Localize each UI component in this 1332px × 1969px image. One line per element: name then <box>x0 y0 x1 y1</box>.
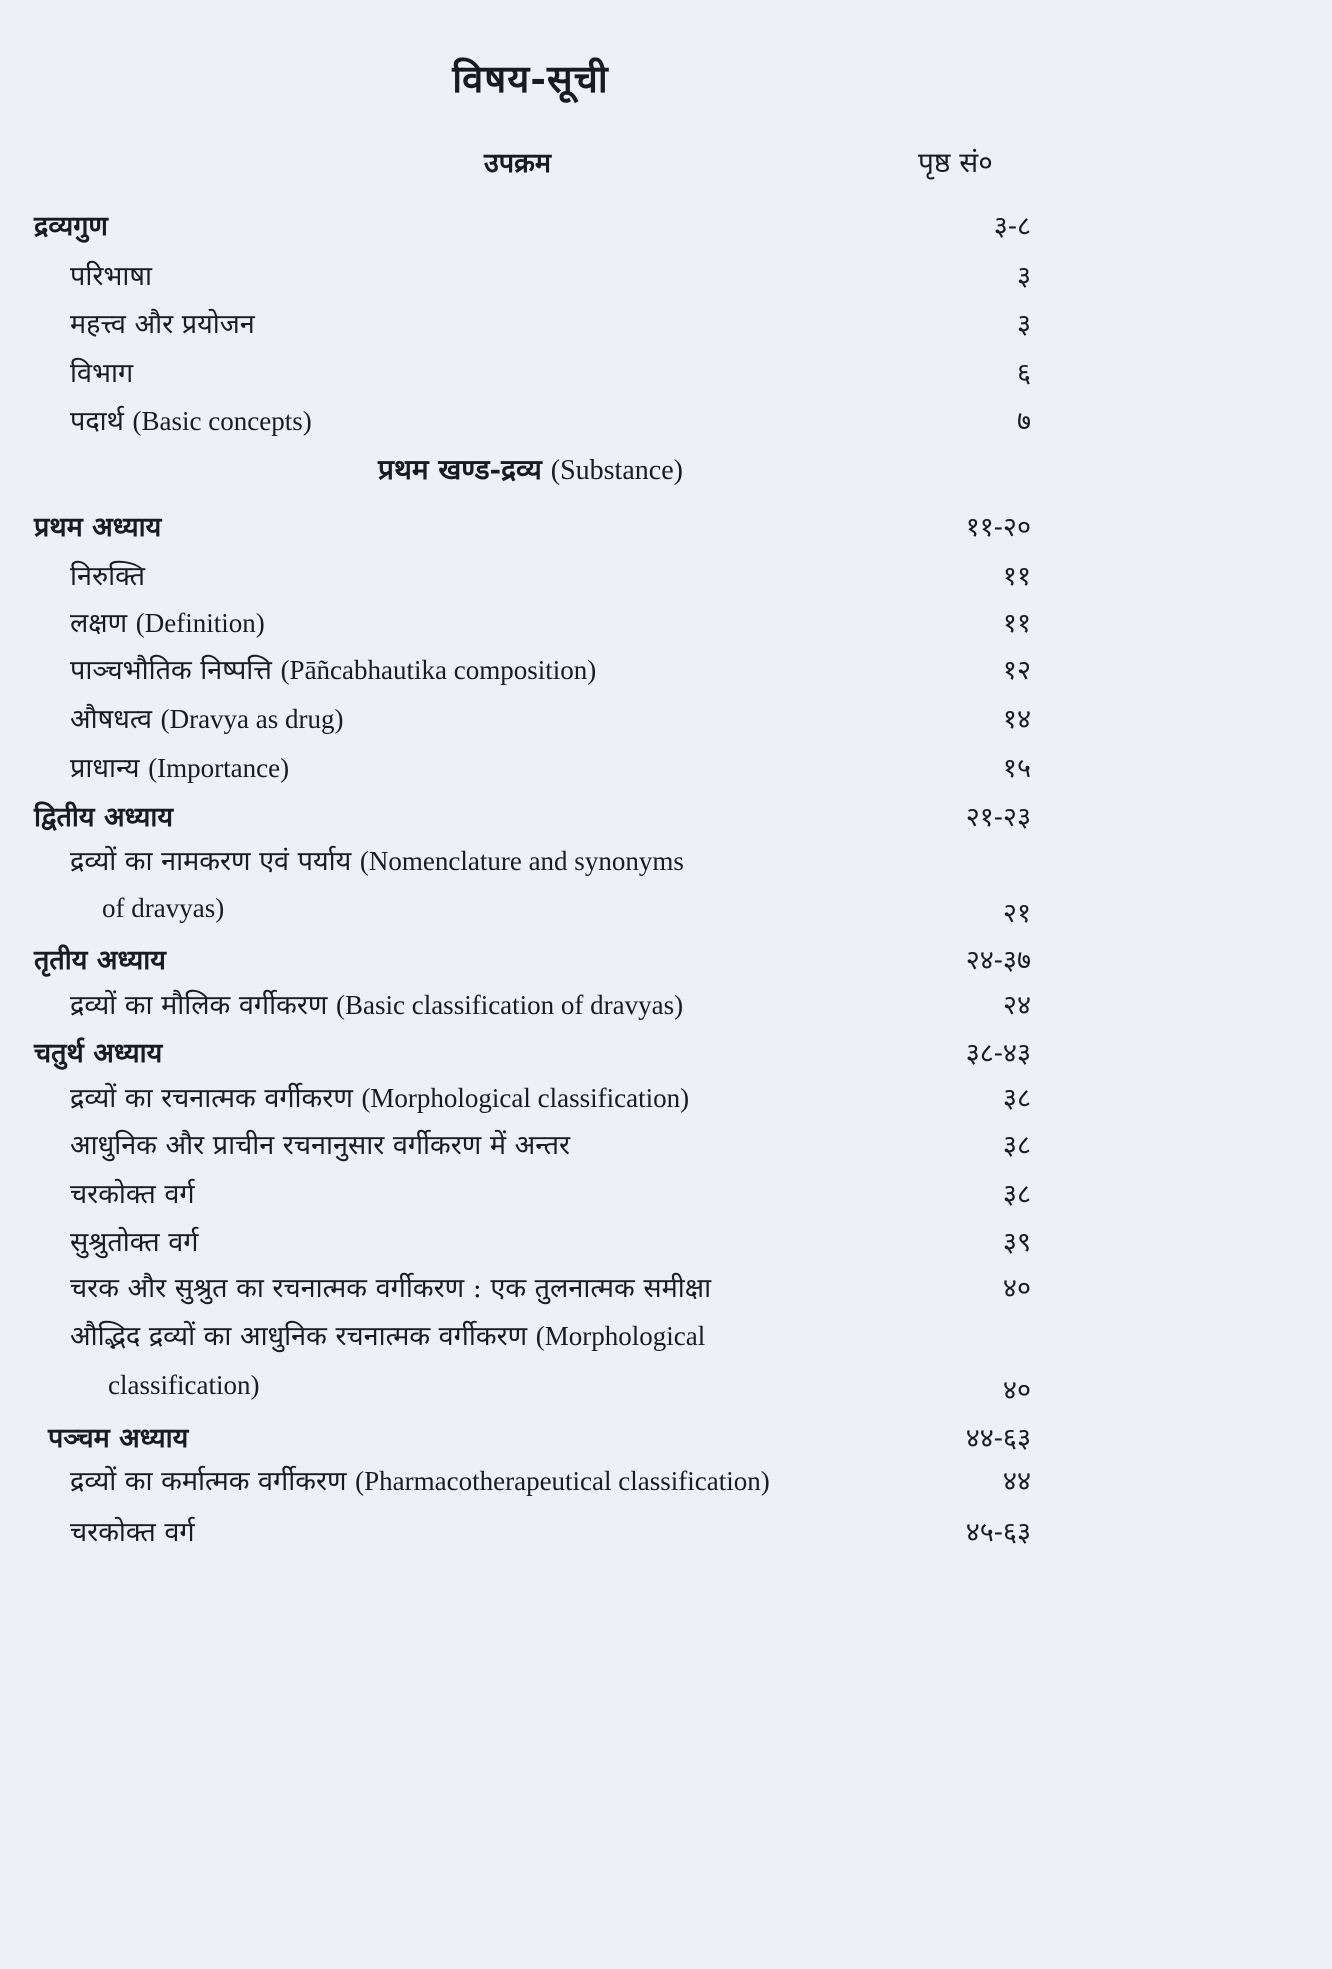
item-title-english: (Morphological <box>535 1321 706 1351</box>
toc-item-row <box>0 1222 1061 1262</box>
item-title-hindi: द्रव्यों का रचनात्मक वर्गीकरण <box>70 1083 353 1114</box>
page-title: विषय-सूची <box>452 56 609 101</box>
toc-item-continuation-row <box>0 1370 1061 1410</box>
page-number: ४४-६३ <box>965 1423 1031 1454</box>
page-number: २४-३७ <box>965 945 1031 976</box>
page-number: ३-८ <box>993 211 1031 242</box>
item-title-english: (Nomenclature and synonyms <box>359 846 684 876</box>
toc-item-row <box>0 699 1061 739</box>
item-title-hindi: द्रव्यों का कर्मात्मक वर्गीकरण <box>70 1466 347 1497</box>
toc-chapter-row <box>0 1418 1061 1458</box>
toc-item-row <box>0 401 1061 441</box>
item-title <box>70 1078 689 1115</box>
item-title: आधुनिक और प्राचीन रचनानुसार वर्गीकरण में अन्तर <box>70 1130 571 1161</box>
page-number: ४५-६३ <box>965 1517 1031 1548</box>
item-title-english: (Basic classification of dravyas) <box>335 990 684 1020</box>
page-number: ११ <box>1002 561 1031 592</box>
chapter-title: चतुर्थ अध्याय <box>34 1038 163 1069</box>
toc-item-row <box>0 1512 1061 1552</box>
toc-item-row <box>0 603 1061 643</box>
chapter-title: तृतीय अध्याय <box>34 945 166 976</box>
toc-chapter-row <box>0 507 1061 547</box>
item-title-hindi: लक्षण <box>70 608 128 639</box>
item-title-hindi: द्रव्यों का नामकरण एवं पर्याय <box>70 846 352 877</box>
item-title-hindi: औषधत्व <box>70 704 152 735</box>
chapter-title: द्रव्यगुण <box>34 211 108 242</box>
item-title <box>70 1316 705 1353</box>
page-number: ३ <box>1016 309 1031 340</box>
toc-item-row <box>0 556 1061 596</box>
toc-item-row <box>0 1125 1061 1165</box>
page-number: ११-२० <box>965 512 1031 543</box>
item-title <box>70 699 344 736</box>
upakram-heading: उपक्रम <box>484 148 552 179</box>
item-title <box>70 650 596 687</box>
toc-item-row <box>0 748 1061 788</box>
item-title-english: (Importance) <box>148 753 290 783</box>
item-title <box>70 748 289 785</box>
toc-item-row <box>0 256 1061 296</box>
chapter-title: द्वितीय अध्याय <box>34 802 174 833</box>
toc-item-row <box>0 985 1061 1025</box>
page-number: ३८ <box>1002 1130 1031 1161</box>
item-title-hindi: द्रव्यों का मौलिक वर्गीकरण <box>70 990 328 1021</box>
toc-item-continuation-row <box>0 893 1061 933</box>
item-title <box>70 401 312 438</box>
toc-item-row <box>0 1078 1061 1118</box>
toc-chapter-row <box>0 1033 1061 1073</box>
item-title <box>70 603 265 640</box>
chapter-title: पञ्चम अध्याय <box>48 1423 189 1454</box>
page-number: १५ <box>1002 753 1031 784</box>
page-number: ३९ <box>1002 1227 1031 1258</box>
page-number: ७ <box>1016 406 1031 437</box>
toc-item-row <box>0 1268 1061 1308</box>
item-title-english: (Pāñcabhautika composition) <box>280 655 597 685</box>
section-heading-hindi: प्रथम खण्ड-द्रव्य <box>378 453 542 486</box>
item-title-hindi: औद्भिद द्रव्यों का आधुनिक रचनात्मक वर्गीकरण <box>70 1321 528 1352</box>
page-number: १२ <box>1002 655 1031 686</box>
item-title-english: (Morphological classification) <box>361 1083 690 1113</box>
toc-item-row <box>0 1174 1061 1214</box>
page-number: २१ <box>1002 898 1031 929</box>
item-title: विभाग <box>70 358 134 389</box>
page-number: ४४ <box>1002 1466 1031 1497</box>
toc-chapter-row <box>0 940 1061 980</box>
page-number: ३८ <box>1002 1083 1031 1114</box>
item-title: महत्त्व और प्रयोजन <box>70 309 255 340</box>
item-title: निरुक्ति <box>70 561 145 592</box>
section-heading <box>0 450 1061 488</box>
toc-item-row <box>0 1461 1061 1501</box>
item-title: चरकोक्त वर्ग <box>70 1179 195 1210</box>
page-number: ४० <box>1002 1273 1031 1304</box>
item-title-hindi: पदार्थ <box>70 406 124 437</box>
item-title <box>70 985 683 1022</box>
page-number: ३८-४३ <box>965 1038 1031 1069</box>
item-title-english: (Basic concepts) <box>132 406 312 436</box>
item-title-hindi: प्राधान्य <box>70 753 140 784</box>
item-title: चरकोक्त वर्ग <box>70 1517 195 1548</box>
page-number: ३८ <box>1002 1179 1031 1210</box>
item-title: चरक और सुश्रुत का रचनात्मक वर्गीकरण : एक तुलनात्मक समीक्षा <box>70 1273 712 1304</box>
page-number: ११ <box>1002 608 1031 639</box>
page-number: ४० <box>1002 1375 1031 1406</box>
page-number: ३ <box>1016 261 1031 292</box>
item-title-english: (Pharmacotherapeutical classification) <box>355 1466 770 1496</box>
page-number: २४ <box>1002 990 1031 1021</box>
item-title <box>70 841 684 878</box>
chapter-title: प्रथम अध्याय <box>34 512 162 543</box>
toc-item-row <box>0 841 1061 881</box>
page-number: १४ <box>1002 704 1031 735</box>
page-number: ६ <box>1016 358 1031 389</box>
toc-item-row <box>0 304 1061 344</box>
item-title: परिभाषा <box>70 261 152 292</box>
item-title: सुश्रुतोक्त वर्ग <box>70 1227 199 1258</box>
toc-chapter-row <box>0 206 1061 246</box>
item-title-hindi: पाञ्चभौतिक निष्पत्ति <box>70 655 272 686</box>
item-title <box>70 1461 770 1498</box>
item-title-english: (Dravya as drug) <box>160 704 344 734</box>
item-title-continuation: of dravyas) <box>102 893 225 923</box>
toc-chapter-row <box>0 797 1061 837</box>
item-title-continuation: classification) <box>108 1370 260 1400</box>
page-number-column-heading: पृष्ठ सं० <box>918 146 993 179</box>
item-title-english: (Definition) <box>135 608 265 638</box>
page-number: २१-२३ <box>965 802 1031 833</box>
toc-item-row <box>0 353 1061 393</box>
toc-item-row <box>0 1316 1061 1356</box>
section-heading-english: (Substance) <box>550 455 683 486</box>
toc-item-row <box>0 650 1061 690</box>
